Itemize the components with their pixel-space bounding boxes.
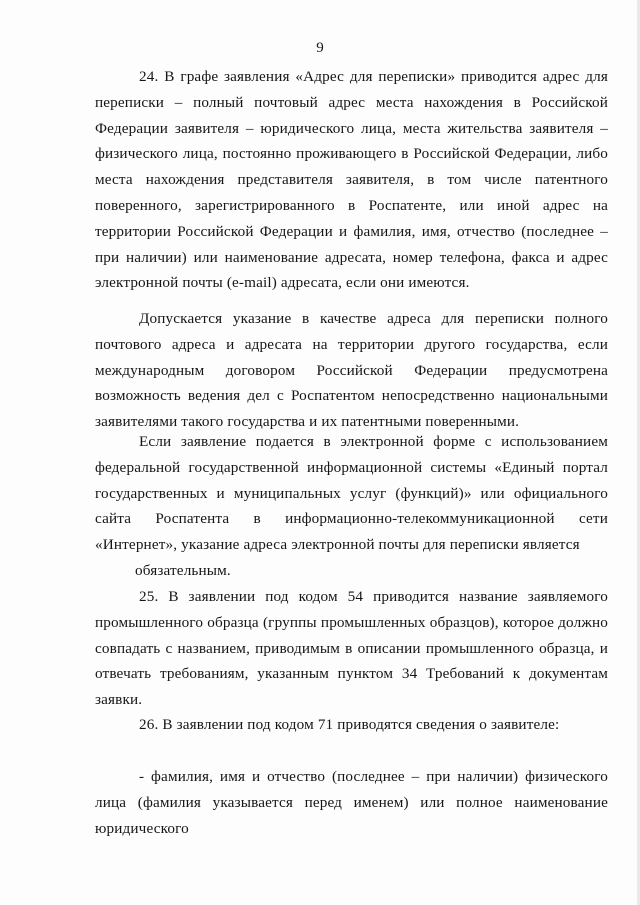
paragraph-25: 25. В заявлении под кодом 54 приводится название заявляемого промышленного образца (группы промышленных образцов), которое должно совпадать с названием, приводимым в описании промышленного образца, и отвечать требованиям, указанным пунктом 34 Требований к документам заявки. [95, 588, 608, 709]
page-number: 9 [316, 40, 324, 56]
paragraph-24-mandatory: обязательным. [135, 562, 231, 579]
paragraph-24-foreign-address: Допускается указание в качестве адреса для переписки полного почтового адреса и адресата на территории другого государства, если международным договором Российской Федерации предусмотрена возможность ведения дел с Роспатентом непосредственно национальными заявителями такого государства и их патентными поверенными. [95, 310, 608, 431]
paragraph-26-applicant-name: - фамилия, имя и отчество (последнее – при наличии) физического лица (фамилия указывается перед именем) или полное наименование юридического [95, 768, 608, 837]
paragraph-26: 26. В заявлении под кодом 71 приводятся сведения о заявителе: [139, 716, 560, 733]
paragraph-24-electronic-form: Если заявление подается в электронной форме с использованием федеральной государственной информационной системы «Единый портал государственных и муниципальных услуг (функций)» или официального сайта Роспатента в информационно-телекоммуникационной сети «Интернет», указание адреса электронной почты для переписки является [95, 433, 608, 554]
paragraph-24: 24. В графе заявления «Адрес для переписки» приводится адрес для переписки – полный почтовый адрес места нахождения в Российской Федерации заявителя – юридического лица, места жительства заявителя – физического лица, постоянно проживающего в Российской Федерации, либо места нахождения представителя заявителя, в том числе патентного поверенного, зарегистрированного в Роспатенте, или иной адрес на территории Российской Федерации и фамилия, имя, отчество (последнее – при наличии) или наименование адресата, номер телефона, факса и адрес электронной почты (e-mail) адресата, если они имеются. [95, 68, 608, 292]
